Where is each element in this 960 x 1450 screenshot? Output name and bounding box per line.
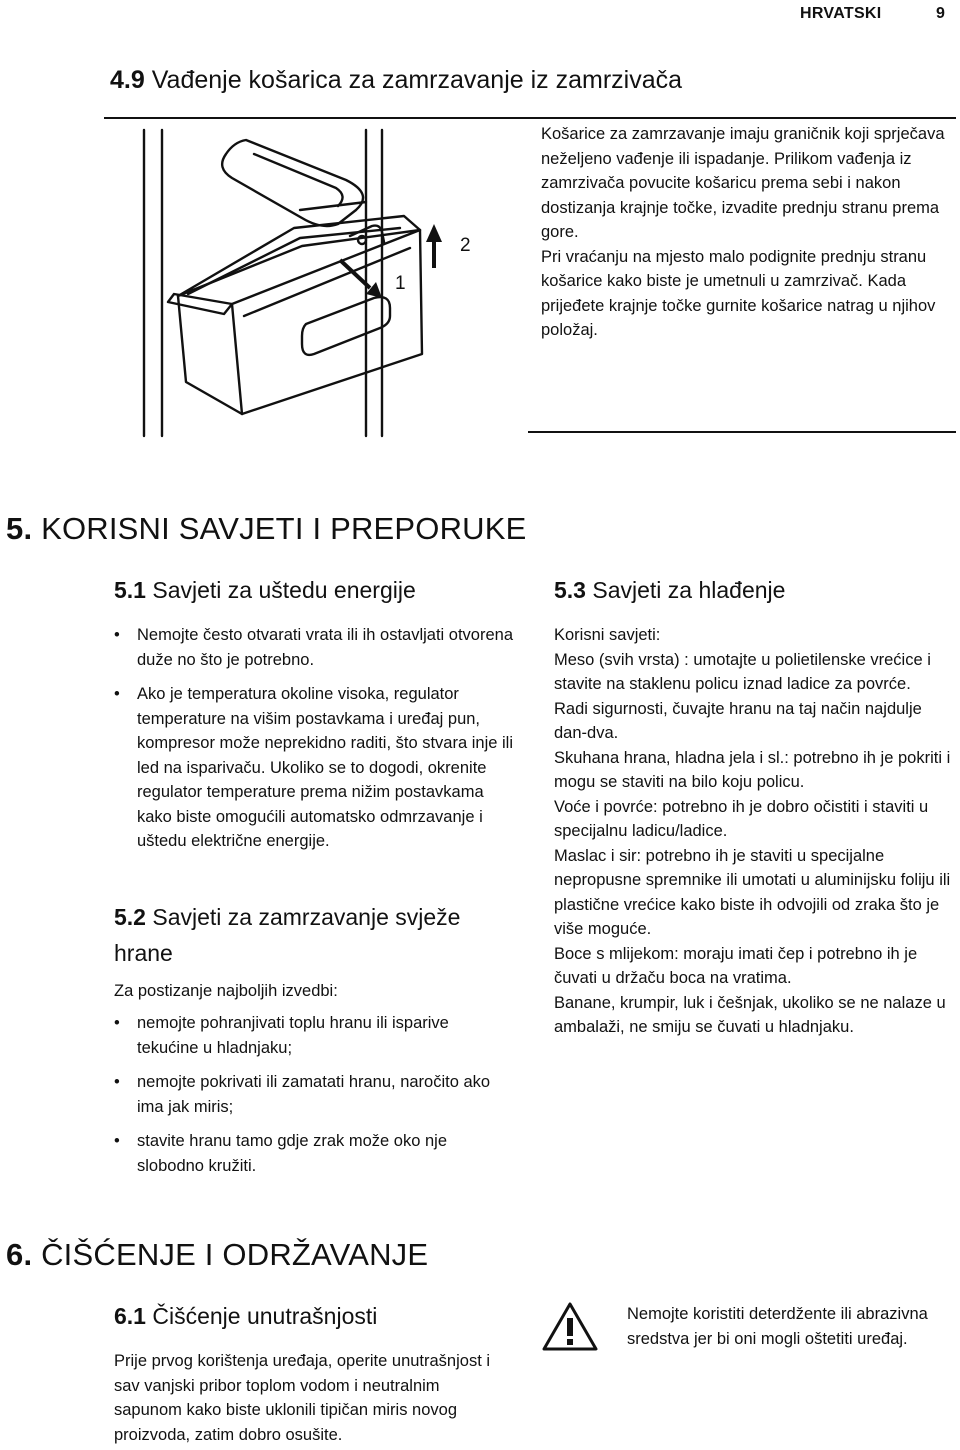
chapter-6-heading xyxy=(6,1237,428,1273)
chapter-number: 5. xyxy=(6,511,33,546)
list-item: • nemojte pohranjivati toplu hranu ili isparive tekućine u hladnjaku; xyxy=(114,1011,504,1060)
section-4-9-text xyxy=(541,122,946,343)
section-6-1-text: Prije prvog korištenja uređaja, operite unutrašnjost i sav vanjski pribor toplom vodom i neutralnim sapunom kako biste uklonili tipičan miris novog proizvoda, zatim dobro osušite. xyxy=(114,1352,491,1444)
list-item: • Nemojte često otvarati vrata ili ih ostavljati otvorena duže no što je potrebno. xyxy=(114,623,514,672)
section-number: 5.2 xyxy=(114,904,146,930)
paragraph: Banane, krumpir, luk i češnjak, ukoliko se ne nalaze u ambalaži, ne smiju se čuvati u hladnjaku. xyxy=(554,993,946,1036)
section-4-9-heading xyxy=(110,66,682,95)
chapter-title: ČIŠĆENJE I ODRŽAVANJE xyxy=(41,1237,429,1272)
section-5-1-heading xyxy=(114,572,514,608)
paragraph: Korisni savjeti: xyxy=(554,626,661,644)
paragraph: Meso (svih vrsta) : umotajte u polietilenske vrećice i stavite na staklenu policu iznad ladice za povrće. xyxy=(554,650,931,693)
section-number: 4.9 xyxy=(110,66,145,94)
freezing-tips-list xyxy=(114,1011,504,1188)
section-number: 6.1 xyxy=(114,1303,146,1329)
section-5-2-intro: Za postizanje najboljih izvedbi: xyxy=(114,982,338,1000)
section-number: 5.1 xyxy=(114,577,146,603)
chapter-number: 6. xyxy=(6,1237,33,1272)
energy-tips-list xyxy=(114,623,514,864)
section-5-3-heading xyxy=(554,572,954,608)
warning-text: Nemojte koristiti deterdžente ili abrazivna sredstva jer bi oni mogli oštetiti uređaj. xyxy=(627,1305,928,1348)
figure-label-2: 2 xyxy=(460,235,471,256)
page-number: 9 xyxy=(936,5,945,22)
cooling-tips xyxy=(554,623,952,1040)
section-title: Vađenje košarica za zamrzavanje iz zamrzivača xyxy=(151,66,683,94)
paragraph: Pri vraćanju na mjesto malo podignite prednju stranu košarice kako biste je umetnuli u zamrzivač. Kada prijeđete krajnje točke gurnite košarice natrag u njihov položaj. xyxy=(541,247,936,339)
paragraph: Boce s mlijekom: moraju imati čep i potrebno ih je čuvati u držaču boca na vratima. xyxy=(554,944,918,987)
paragraph: Radi sigurnosti, čuvajte hranu na taj način najdulje dan-dva. xyxy=(554,699,922,742)
list-item: • stavite hranu tamo gdje zrak može oko nje slobodno kružiti. xyxy=(114,1129,504,1178)
section-title: Savjeti za uštedu energije xyxy=(152,577,416,603)
chapter-5-heading xyxy=(6,511,527,547)
figure-label-1: 1 xyxy=(395,273,406,294)
section-title: Čišćenje unutrašnjosti xyxy=(152,1303,378,1329)
freezer-basket-figure xyxy=(104,118,536,438)
list-item: • nemojte pokrivati ili zamatati hranu, naročito ako ima jak miris; xyxy=(114,1070,504,1119)
section-number: 5.3 xyxy=(554,577,586,603)
paragraph: Voće i povrće: potrebno ih je dobro očistiti i staviti u specijalnu ladicu/ladice. xyxy=(554,797,929,840)
list-item: • Ako je temperatura okoline visoka, regulator temperature na višim postavkama i uređaj pun, kompresor može neprekidno raditi, što stvara inje ili led na isparivaču. Ukoliko se to dogodi, okrenite regulator temperature prema nižim postavkama kako biste omogućili automatsko odmrzavanje i uštedu električne energije. xyxy=(114,682,514,854)
section-title: Savjeti za hlađenje xyxy=(592,577,786,603)
paragraph: Maslac i sir: potrebno ih je staviti u specijalne nepropusne spremnike ili umotati u aluminijsku foliju ili plastične vrećice kako biste ih odvojili od zraka što je više moguće. xyxy=(554,846,951,938)
header-language: HRVATSKI xyxy=(800,5,882,22)
section-5-2-heading xyxy=(114,899,514,971)
warning-triangle-icon xyxy=(541,1300,599,1352)
chapter-title: KORISNI SAVJETI I PREPORUKE xyxy=(41,511,527,546)
section-title: Savjeti za zamrzavanje svježe hrane xyxy=(114,904,461,966)
paragraph: Skuhana hrana, hladna jela i sl.: potrebno ih je pokriti i mogu se staviti na bilo koju policu. xyxy=(554,748,951,791)
section-6-1-heading xyxy=(114,1298,514,1334)
paragraph: Košarice za zamrzavanje imaju graničnik koji sprječava neželjeno vađenje ili ispadanje. Prilikom vađenja iz zamrzivača povucite košaricu prema sebi i nakon dostizanja krajnje točke, izvadite prednju stranu prema gore. xyxy=(541,125,945,241)
figure-bottom-divider xyxy=(528,431,956,433)
